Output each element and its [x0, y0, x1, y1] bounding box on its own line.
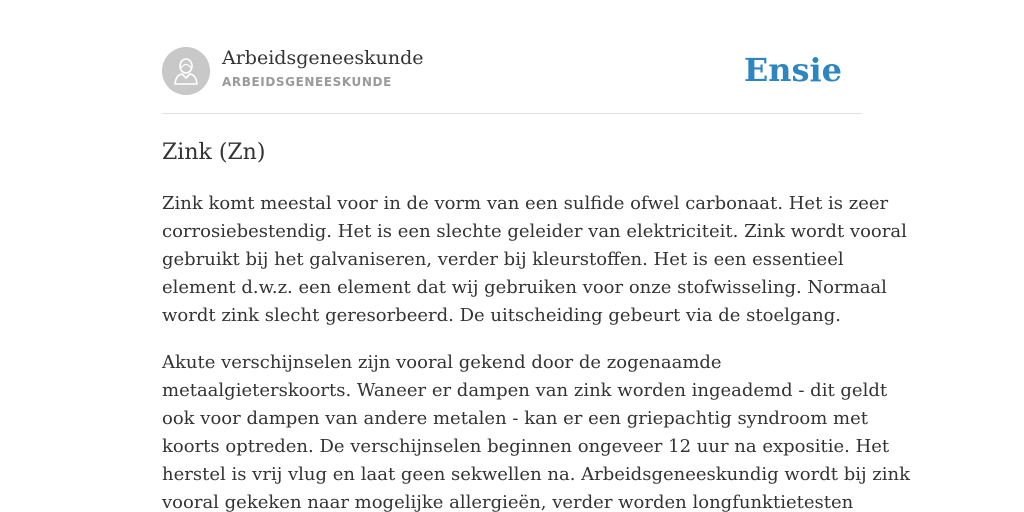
brand-logo[interactable]: Ensie [743, 51, 842, 89]
user-icon [162, 47, 210, 95]
paragraph-line: herstel is vrij vlug en laat geen sekwellen na. Arbeidsgeneeskundig wordt bij zink [162, 464, 911, 485]
article-title: Zink (Zn) [162, 140, 266, 165]
paragraph-line: element d.w.z. een element dat wij gebruiken voor onze stofwisseling. Normaal [162, 277, 887, 298]
author-name[interactable]: Arbeidsgeneeskunde [222, 47, 424, 69]
article-paragraph-2 [162, 349, 911, 512]
paragraph-line: Zink komt meestal voor in de vorm van een sulfide ofwel carbonaat. Het is zeer [162, 193, 889, 214]
paragraph-line: koorts optreden. De verschijnselen beginnen ongeveer 12 uur na expositie. Het [162, 436, 890, 457]
paragraph-line: Akute verschijnselen zijn vooral gekend door de zogenaamde [162, 352, 722, 373]
paragraph-line: wordt zink slecht geresorbeerd. De uitscheiding gebeurt via de stoelgang. [162, 305, 841, 326]
author-category[interactable]: ARBEIDSGENEESKUNDE [222, 75, 392, 89]
paragraph-line: ook voor dampen van andere metalen - kan er een griepachtig syndroom met [162, 408, 868, 429]
paragraph-line: gebruikt bij het galvaniseren, verder bij kleurstoffen. Het is een essentieel [162, 249, 844, 270]
paragraph-line: vooral gekeken naar mogelijke allergieën, verder worden longfunktietesten [162, 492, 854, 512]
paragraph-line: metaalgieterskoorts. Waneer er dampen van zink worden ingeademd - dit geldt [162, 380, 888, 401]
avatar[interactable] [162, 47, 210, 95]
paragraph-line: corrosiebestendig. Het is een slechte geleider van elektriciteit. Zink wordt vooral [162, 221, 907, 242]
article-header [162, 46, 862, 96]
article-paragraph-1 [162, 190, 907, 330]
header-divider [162, 113, 862, 114]
